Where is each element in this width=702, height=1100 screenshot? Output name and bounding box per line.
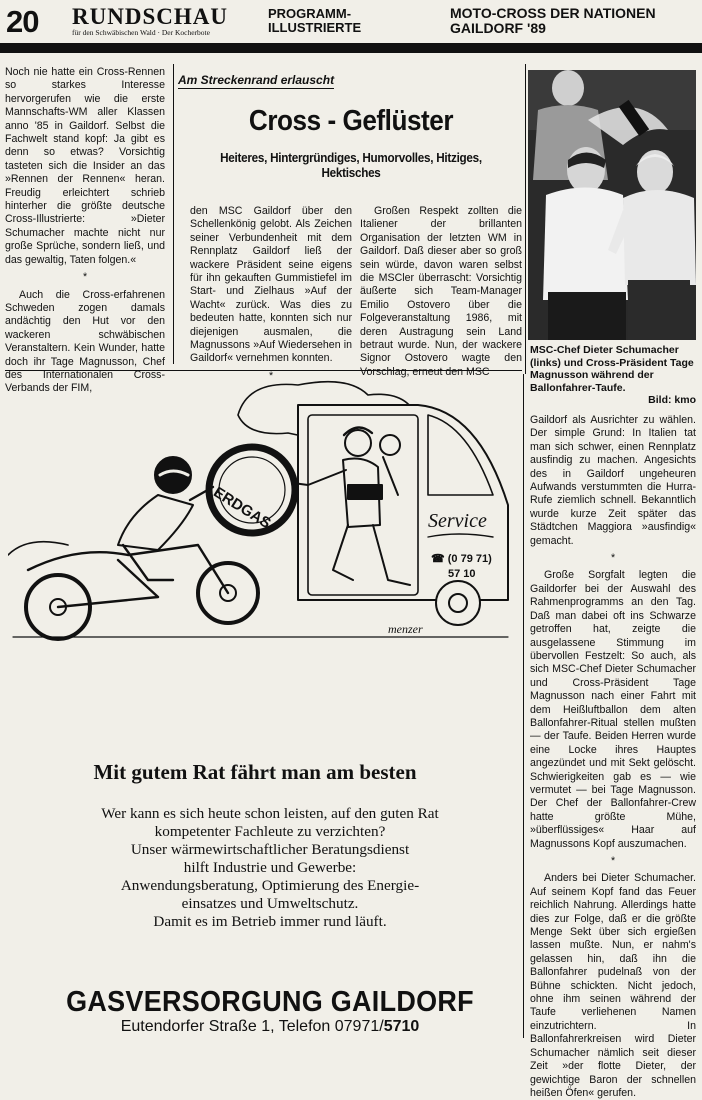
wheel-erdgas-text: ERDGAS: [210, 483, 274, 533]
ballooning-photo: [528, 70, 696, 340]
ad-title: Mit gutem Rat fährt man am besten: [93, 760, 417, 784]
article-column-3: [360, 205, 522, 379]
caption-text: MSC-Chef Dieter Schumacher (links) und Cross-Präsident Tage Magnusson während der Ballonfahrer-Taufe.: [530, 344, 694, 394]
event-title-line1: MOTO-CROSS DER NATIONEN: [450, 5, 656, 21]
article-column-2: [190, 205, 352, 387]
ad-body-line: Unser wärmewirtschaftlicher Beratungsdienst: [130, 841, 410, 858]
separator-star: *: [610, 552, 616, 565]
ad-body: [20, 805, 520, 931]
article-column-1: [5, 66, 165, 396]
section-title-line2: ILLUSTRIERTE: [268, 20, 362, 35]
paragraph: Große Sorgfalt legten die Gaildorfer bei der Auswahl des Rahmenprogramms an den Tag. Daß man dabei oft ins Schwarze getroffen hat, zeigte die ausgelassene Stimmung im übervollen Festzelt: So auch, als sich MSC-Chef Dieter Schumacher und Cross-Präsident Tage Magnusson nach einer Fahrt mit dem Heißluftballon dem alten Ballonfahrer-Ritual stellen mußten — der Taufe. Beiden Herren wurde eine Locke ihres Hauptes angezündet und mit Sekt gelöscht. Schwierigkeiten gab es — wie vermutet — bei Tage Magnusson. Der Chef der Ballonfahrer-Crew hatte größte Mühe, »überflüssiges« Haar auf Magnussons Kopf auszumachen.: [530, 569, 696, 850]
separator-star: *: [610, 855, 616, 867]
photo-caption: [530, 344, 696, 407]
event-title-line2: GAILDORF '89: [450, 20, 546, 36]
paragraph: Noch nie hatte ein Cross-Rennen so starkes Interesse hervorgerufen wie die erste Mannschafts-WM aller Klassen anno '85 in Gaildorf. Selbst die Fachwelt stand kopf: Ja gibt es denn so etwas? Vorsichtig tasteten sich die Insider an das »Rennen der Rennen« heran. Freudig erleichtert schrieb hinterher die größte deutsche Cross-Illustrierte: »Dieter Schumacher machte nicht nur große Sprüche, sondern ließ, und das gewaltig, Taten folgen.«: [5, 66, 165, 266]
cartoon-illustration: [8, 375, 514, 645]
separator-star: *: [268, 369, 274, 382]
paragraph: Anders bei Dieter Schumacher. Auf seinem Kopf fand das Feuer reichlich Nahrung. Allerdings hatte dies zur Folge, daß er die größte Menge Sekt über sich ergießen lassen mußte. Nun, er nahm's gelassen hin, daß ihn die Ballonfahrer pudelnaß von der Bühne schickten. Nicht jedoch, ohne ihm seinen während der Taufe verliehenen Namen einzutrichtern. In Ballonfahrerkreisen wird Dieter Schumacher nämlich seit dieser Zeit »der flotte Dieter, der gewichtige Baron der schnellen heißen Öfen« gerufen.: [530, 872, 696, 1099]
van-service-text: Service: [428, 510, 487, 532]
column-rule: [525, 64, 526, 374]
ad-body-line: kompetenter Fachleute zu verzichten?: [154, 823, 386, 840]
event-title: [450, 6, 656, 36]
paragraph: Gaildorf als Ausrichter zu wählen. Der simple Grund: In Italien tat man sich schwer, einen Rennplatz ausfindig zu machen. Angesichts des in Gaildorf ungeheuren Aufwands verstummten die Hurra-Rufe ziemlich schnell. Bekanntlich wurde kurze Zeit später das Städtchen Maggiora »ausfindig« gemacht.: [530, 414, 696, 547]
page-number: 20: [6, 4, 39, 39]
article-headline: Cross - Geflüster: [248, 105, 454, 137]
article-column-4: [530, 414, 696, 1100]
newspaper-name: RUNDSCHAU: [72, 4, 228, 29]
column-rule: [173, 64, 174, 364]
ad-body-line: Damit es im Betrieb immer rund läuft.: [153, 913, 387, 930]
section-title: [268, 7, 361, 35]
van-phone-line2: 57 10: [448, 568, 476, 580]
paragraph: Auch die Cross-erfahrenen Schweden zogen damals andächtig den Hut vor den wackeren schwäbischen Veranstaltern. Kein Wunder, hatte doch ihr Tage Magnusson, Chef des Internationalen Cross-Verbands der FIM,: [5, 288, 165, 395]
section-title-line1: PROGRAMM-: [268, 6, 352, 21]
ad-address: [20, 1018, 520, 1036]
ad-body-line: hilft Industrie und Gewerbe:: [183, 859, 357, 876]
van-phone-line1: ☎ (0 79 71): [431, 553, 492, 565]
ad-company-name: GASVERSORGUNG GAILDORF: [66, 986, 474, 1018]
article-kicker: Am Streckenrand erlauscht: [178, 73, 335, 87]
separator-star: *: [82, 271, 88, 284]
paragraph: den MSC Gaildorf über den Schellenkönig gelobt. Als Zeichen seiner Verbundenheit mit dem Rennplatz Gaildorf ließ der wackere Präsident seine eigens für ihn gekauften Gummistiefel im Start- und Zielhaus »Auf der Wacht« zurück. Was dies zu bedeuten hatte, konnten sich nur diejenigen ausmalen, die Magnussons »Auf Wiedersehen in Gaildorf« vernehmen konnten.: [190, 205, 352, 365]
ad-body-line: einsatzes und Umweltschutz.: [181, 895, 359, 912]
article-subheadline: Heiteres, Hintergründiges, Humorvolles, Hitziges, Hektisches: [220, 150, 482, 180]
ad-phone-extension: 5710: [383, 1018, 420, 1035]
ad-body-line: Anwendungsberatung, Optimierung des Energie-: [120, 877, 420, 894]
photo-credit: Bild: kmo: [648, 394, 696, 406]
column-rule: [523, 374, 524, 1038]
ad-body-line: Wer kann es sich heute schon leisten, auf den guten Rat: [101, 805, 439, 822]
photo-illustration: [528, 70, 696, 340]
newspaper-subtitle: für den Schwäbischen Wald · Der Kocherbote: [72, 28, 210, 37]
masthead-rule: [0, 43, 702, 53]
ad-address-text: Eutendorfer Straße 1, Telefon 07971/: [120, 1018, 384, 1035]
newspaper-brand: [72, 6, 228, 38]
paragraph: Großen Respekt zollten die Italiener der brillanten Organisation der letzten WM in Gaildorf. Daß dieser aber so groß sein würde, davon waren selbst die MSCler überrascht: Vorsichtig äußerte sich Team-Manager Emilio Ostovero über die Folgeveranstaltung 1986, mit deren Austragung sein Land betraut wurde. Nun, der wackere Signor Ostovero wagte den Vorschlag, erneut den MSC: [360, 205, 522, 378]
cartoon-signature: menzer: [388, 622, 423, 636]
